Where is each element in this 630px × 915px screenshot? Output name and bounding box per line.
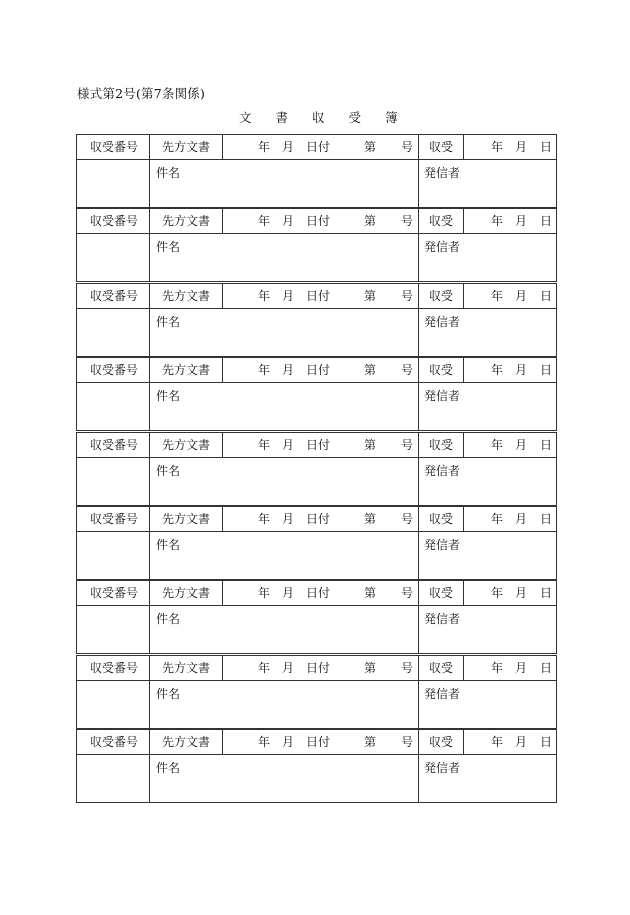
sender-label: 発信者 [424,389,461,404]
entry-header-row [77,433,556,458]
entry-header-row [77,581,556,606]
sender-doc-date-label: 日付 [306,363,331,378]
sender-doc-date-label: 日付 [306,735,331,750]
sender-doc-month-label: 月 [282,363,295,378]
receipt-year-label: 年 [491,586,504,601]
entry-body-row [77,532,556,579]
receipt-day-label: 日 [540,735,553,750]
document-title [239,108,398,126]
column-divider [149,581,150,605]
column-divider [418,209,419,233]
column-divider [222,284,223,308]
receipt-ledger-table [76,134,557,804]
receipt-month-label: 月 [515,735,528,750]
column-divider [463,507,464,531]
ledger-entry [76,729,557,803]
column-divider [418,532,419,580]
receipt-label: 収受 [429,363,454,378]
receipt-label: 収受 [429,586,454,601]
ledger-entry [76,580,557,654]
sender-doc-date-label: 日付 [306,140,331,154]
ledger-entry [76,432,557,506]
entry-header-row [77,358,556,383]
receipt-month-label: 月 [515,214,528,229]
sender-label: 発信者 [424,314,461,329]
entry-body-row [77,234,556,281]
column-divider [222,656,223,680]
sender-doc-date-label: 日付 [306,512,331,526]
column-divider [222,358,223,382]
subject-label: 件名 [156,612,181,627]
sender-doc-year-label: 年 [258,363,271,378]
column-divider [418,458,419,506]
receipt-year-label: 年 [491,735,504,750]
receipt-month-label: 月 [515,512,528,526]
receipt-label: 収受 [429,214,454,229]
sender-doc-gou-label: 号 [401,660,414,675]
receipt-year-label: 年 [491,363,504,378]
column-divider [418,656,419,680]
sender-doc-year-label: 年 [258,586,271,601]
column-divider [149,135,150,159]
sender-doc-month-label: 月 [282,512,295,526]
subject-label: 件名 [156,240,181,255]
ledger-entry [76,655,557,729]
column-divider [463,730,464,754]
entry-body-row [77,755,556,802]
column-divider [418,309,419,357]
column-divider [418,383,419,431]
title-char: 書 [275,110,289,125]
column-divider [418,358,419,382]
column-divider [149,532,150,580]
column-divider [149,383,150,431]
sender-doc-year-label: 年 [258,214,271,229]
receipt-month-label: 月 [515,437,528,452]
ledger-entry [76,506,557,580]
receipt-number-label: 収受番号 [90,735,139,750]
receipt-number-label: 収受番号 [90,214,139,229]
sender-label: 発信者 [424,538,461,552]
sender-label: 発信者 [424,686,461,701]
ledger-entry [76,208,557,282]
sender-doc-dai-label: 第 [364,288,377,303]
column-divider [418,507,419,531]
ledger-entry [76,134,557,208]
column-divider [463,209,464,233]
entry-header-row [77,656,556,681]
sender-label: 発信者 [424,612,461,627]
column-divider [418,581,419,605]
sender-document-label: 先方文書 [162,660,211,675]
column-divider [418,234,419,282]
sender-doc-dai-label: 第 [364,437,377,452]
column-divider [149,284,150,308]
sender-doc-gou-label: 号 [401,586,414,601]
title-char: 収 [312,110,325,125]
sender-doc-dai-label: 第 [364,735,377,750]
column-divider [222,135,223,159]
receipt-label: 収受 [429,437,454,452]
receipt-label: 収受 [429,660,454,675]
sender-label: 発信者 [424,463,461,478]
column-divider [463,656,464,680]
receipt-day-label: 日 [540,363,553,378]
sender-doc-gou-label: 号 [401,140,414,154]
entry-body-row [77,160,556,207]
column-divider [418,606,419,654]
sender-doc-month-label: 月 [282,660,295,675]
sender-doc-year-label: 年 [258,288,271,303]
sender-label: 発信者 [424,166,461,180]
receipt-day-label: 日 [540,288,553,303]
receipt-month-label: 月 [515,363,528,378]
sender-doc-date-label: 日付 [306,288,331,303]
entry-body-row [77,681,556,728]
sender-doc-dai-label: 第 [364,140,377,154]
subject-label: 件名 [156,389,181,404]
sender-document-label: 先方文書 [162,288,211,303]
receipt-month-label: 月 [515,586,528,601]
sender-document-label: 先方文書 [162,363,211,378]
receipt-year-label: 年 [491,140,504,154]
entry-header-row [77,135,556,160]
sender-doc-month-label: 月 [282,214,295,229]
sender-doc-gou-label: 号 [401,437,414,452]
column-divider [418,135,419,159]
sender-doc-date-label: 日付 [306,586,331,601]
receipt-number-label: 収受番号 [90,140,139,154]
sender-doc-year-label: 年 [258,140,271,154]
sender-document-label: 先方文書 [162,214,211,229]
sender-doc-gou-label: 号 [401,288,414,303]
column-divider [463,433,464,457]
sender-document-label: 先方文書 [162,586,211,601]
receipt-year-label: 年 [491,660,504,675]
receipt-month-label: 月 [515,288,528,303]
sender-doc-month-label: 月 [282,437,295,452]
receipt-day-label: 日 [540,214,553,229]
column-divider [149,160,150,208]
column-divider [149,234,150,282]
column-divider [463,581,464,605]
sender-document-label: 先方文書 [162,437,211,452]
title-char: 文 [239,110,252,125]
column-divider [418,160,419,208]
sender-doc-year-label: 年 [258,660,271,675]
column-divider [418,730,419,754]
column-divider [418,681,419,729]
sender-doc-dai-label: 第 [364,363,377,378]
subject-label: 件名 [156,314,181,329]
sender-doc-year-label: 年 [258,512,271,526]
column-divider [149,458,150,506]
sender-doc-year-label: 年 [258,735,271,750]
column-divider [418,284,419,308]
sender-doc-date-label: 日付 [306,437,331,452]
sender-doc-date-label: 日付 [306,660,331,675]
receipt-day-label: 日 [540,437,553,452]
sender-doc-month-label: 月 [282,586,295,601]
column-divider [149,755,150,803]
entry-body-row [77,309,556,356]
entry-body-row [77,606,556,653]
column-divider [149,606,150,654]
sender-doc-month-label: 月 [282,735,295,750]
column-divider [222,730,223,754]
sender-doc-month-label: 月 [282,140,295,154]
receipt-day-label: 日 [540,140,553,154]
receipt-number-label: 収受番号 [90,288,139,303]
receipt-year-label: 年 [491,512,504,526]
sender-doc-dai-label: 第 [364,660,377,675]
sender-doc-dai-label: 第 [364,586,377,601]
receipt-year-label: 年 [491,288,504,303]
sender-doc-dai-label: 第 [364,214,377,229]
column-divider [149,681,150,729]
subject-label: 件名 [156,538,181,552]
column-divider [463,284,464,308]
subject-label: 件名 [156,761,181,776]
sender-label: 発信者 [424,761,461,776]
entry-header-row [77,507,556,532]
sender-doc-gou-label: 号 [401,214,414,229]
sender-doc-year-label: 年 [258,437,271,452]
sender-label: 発信者 [424,240,461,255]
receipt-label: 収受 [429,512,454,526]
ledger-entry [76,357,557,431]
entry-body-row [77,383,556,430]
column-divider [222,581,223,605]
column-divider [149,730,150,754]
sender-doc-month-label: 月 [282,288,295,303]
sender-doc-gou-label: 号 [401,512,414,526]
entry-header-row [77,730,556,755]
receipt-label: 収受 [429,735,454,750]
column-divider [418,433,419,457]
receipt-year-label: 年 [491,214,504,229]
receipt-day-label: 日 [540,660,553,675]
sender-doc-date-label: 日付 [306,214,331,229]
subject-label: 件名 [156,463,181,478]
sender-document-label: 先方文書 [162,140,211,154]
column-divider [149,507,150,531]
sender-doc-dai-label: 第 [364,512,377,526]
receipt-label: 収受 [429,140,454,154]
column-divider [149,358,150,382]
column-divider [463,135,464,159]
receipt-day-label: 日 [540,586,553,601]
title-char: 簿 [385,110,398,125]
column-divider [222,433,223,457]
sender-document-label: 先方文書 [162,735,211,750]
column-divider [149,433,150,457]
ledger-entry [76,283,557,357]
receipt-month-label: 月 [515,660,528,675]
sender-doc-gou-label: 号 [401,363,414,378]
receipt-year-label: 年 [491,437,504,452]
subject-label: 件名 [156,166,181,180]
receipt-number-label: 収受番号 [90,363,139,378]
entry-header-row [77,209,556,234]
column-divider [463,358,464,382]
receipt-number-label: 収受番号 [90,660,139,675]
column-divider [149,209,150,233]
entry-body-row [77,458,556,505]
entry-header-row [77,284,556,309]
column-divider [222,209,223,233]
subject-label: 件名 [156,686,181,701]
title-char: 受 [348,110,362,125]
receipt-label: 収受 [429,288,454,303]
column-divider [418,755,419,803]
sender-document-label: 先方文書 [162,512,211,526]
receipt-number-label: 収受番号 [90,586,139,601]
receipt-day-label: 日 [540,512,553,526]
receipt-month-label: 月 [515,140,528,154]
column-divider [222,507,223,531]
receipt-number-label: 収受番号 [90,437,139,452]
receipt-number-label: 収受番号 [90,512,139,526]
column-divider [149,309,150,357]
column-divider [149,656,150,680]
sender-doc-gou-label: 号 [401,735,414,750]
form-number-label: 様式第2号(第7条関係) [77,86,206,101]
